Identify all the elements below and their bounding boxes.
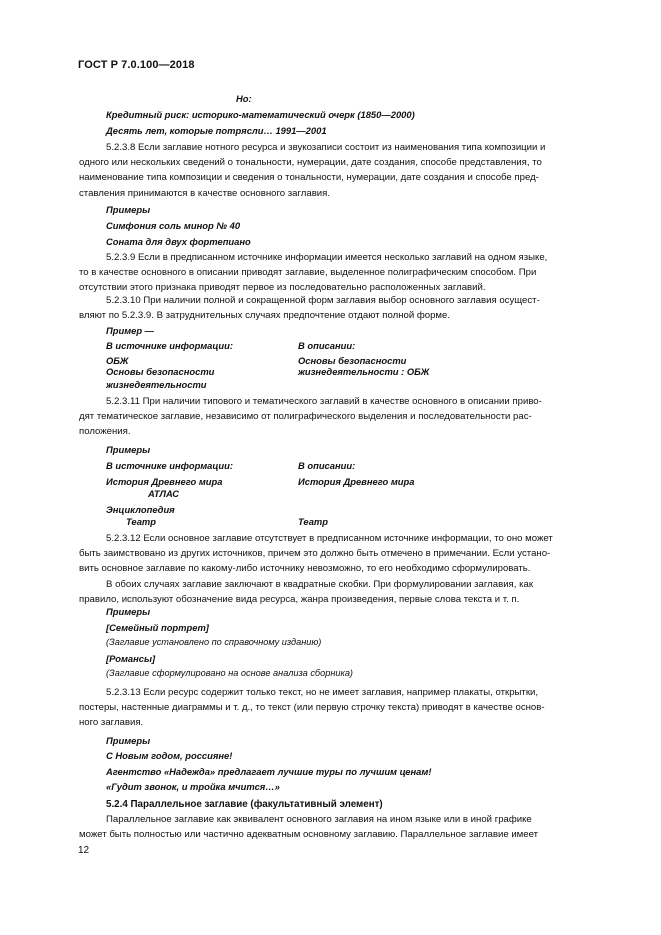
- paragraph-line: может быть полностью или частично адекватным основному заглавию. Параллельное заглавие имеет: [79, 829, 539, 841]
- paragraph-5-2-3-8: [79, 140, 589, 201]
- example-label: Пример —: [106, 325, 155, 336]
- example-line: Агентство «Надежда» предлагает лучшие туры по лучшим ценам!: [106, 766, 432, 777]
- source-column-heading: В источнике информации:: [106, 460, 234, 471]
- paragraph-line: В обоих случаях заглавие заключают в квадратные скобки. При формулировании заглавия, как: [106, 578, 534, 590]
- example-line: Соната для двух фортепиано: [106, 236, 251, 247]
- page-number: 12: [78, 845, 90, 856]
- paragraph-line: 5.2.3.11 При наличии типового и тематического заглавий в качестве основного в описании приво-: [106, 396, 542, 407]
- example-line: [Романсы]: [106, 653, 156, 664]
- paragraph-5-2-3-13: [79, 685, 589, 731]
- example-line: [Семейный портрет]: [106, 622, 209, 633]
- paragraph-line: положения.: [79, 426, 131, 438]
- example-line: АТЛАС: [148, 488, 180, 499]
- paragraph-line: то в качестве основного в описании приводят заглавие, выделенное полиграфическим способом. При: [79, 267, 537, 279]
- example-line: История Древнего мира: [298, 476, 415, 487]
- example-note: (Заглавие сформулировано на основе анализа сборника): [106, 668, 353, 678]
- paragraph-line: отсутствии этого признака приводят первое из последовательно расположенных заглавий.: [79, 282, 486, 294]
- example-line: жизнедеятельности : ОБЖ: [298, 366, 430, 377]
- example-line: История Древнего мира: [106, 476, 223, 487]
- examples-label: Примеры: [106, 444, 151, 455]
- example-but: Но:: [236, 93, 252, 104]
- document-header: ГОСТ Р 7.0.100—2018: [78, 59, 195, 71]
- paragraph-line: Параллельное заглавие как эквивалент основного заглавия на ином языке или в иной графике: [106, 814, 532, 825]
- example-line: жизнедеятельности: [106, 379, 207, 390]
- example-line: Театр: [126, 516, 156, 527]
- example-line: Энциклопедия: [106, 504, 175, 515]
- example-line: ОБЖ: [106, 355, 129, 366]
- paragraph-line: 5.2.3.13 Если ресурс содержит только текст, но не имеет заглавия, например плакаты, открытки,: [106, 687, 539, 698]
- paragraph-line: постеры, настенные диаграммы и т. д., то текст (или первую строчку текста) приводят в качестве основ-: [79, 702, 545, 714]
- paragraph-5-2-4: [79, 812, 589, 842]
- paragraph-line: вляют по 5.2.3.9. В затруднительных случаях предпочтение отдают полной форме.: [79, 310, 451, 322]
- example-line: Основы безопасности: [298, 355, 407, 366]
- paragraph-line: 5.2.3.9 Если в предписанном источнике информации имеется несколько заглавий на одном языке,: [106, 252, 548, 263]
- description-column-heading: В описании:: [298, 340, 356, 351]
- example-line: Симфония соль минор № 40: [106, 220, 241, 231]
- example-line: С Новым годом, россияне!: [106, 750, 233, 761]
- paragraph-line: правило, используют обозначение вида ресурса, жанра произведения, первые слова текста и т. п.: [79, 593, 520, 605]
- paragraph-line: одного или нескольких сведений о тональности, нумерации, дате создания, способе представления, то: [79, 157, 542, 169]
- example-line: Кредитный риск: историко-математический очерк (1850—2000): [106, 109, 415, 120]
- examples-label: Примеры: [106, 204, 151, 215]
- paragraph-5-2-3-11: [79, 394, 589, 440]
- example-line: Театр: [298, 516, 328, 527]
- example-line: Основы безопасности: [106, 366, 215, 377]
- paragraph-line: ного заглавия.: [79, 717, 144, 729]
- examples-label: Примеры: [106, 606, 151, 617]
- examples-label: Примеры: [106, 735, 151, 746]
- section-heading: 5.2.4 Параллельное заглавие (факультативный элемент): [106, 799, 383, 810]
- paragraph-line: 5.2.3.10 При наличии полной и сокращенной форм заглавия выбор основного заглавия осущест-: [106, 295, 540, 306]
- paragraph-5-2-3-9: [79, 250, 589, 296]
- paragraph-line: ставления принимаются в качестве основного заглавия.: [79, 187, 331, 199]
- paragraph-line: 5.2.3.8 Если заглавие нотного ресурса и звукозаписи состоит из наименования типа композиции и: [106, 142, 546, 153]
- example-line: «Гудит звонок, и тройка мчится…»: [106, 781, 280, 792]
- paragraph-line: наименование типа композиции и сведения о тональности, нумерации, дате создания и способе пред-: [79, 172, 539, 184]
- example-note: (Заглавие установлено по справочному изданию): [106, 637, 322, 647]
- paragraph-line: 5.2.3.12 Если основное заглавие отсутствует в предписанном источнике информации, то оно может: [106, 533, 553, 544]
- paragraph-line: дят тематическое заглавие, независимо от полиграфического выделения и последовательности рас-: [79, 411, 532, 423]
- paragraph-line: быть заимствовано из других источников, причем это должно быть отмечено в примечании. Если устано-: [79, 548, 551, 560]
- paragraph-5-2-3-10: [79, 293, 589, 323]
- example-line: Десять лет, которые потрясли… 1991—2001: [106, 125, 327, 136]
- source-column-heading: В источнике информации:: [106, 340, 234, 351]
- paragraph-5-2-3-12: [79, 531, 589, 607]
- description-column-heading: В описании:: [298, 460, 356, 471]
- paragraph-line: вить основное заглавие по какому-либо источнику невозможно, то его необходимо сформулировать.: [79, 563, 531, 575]
